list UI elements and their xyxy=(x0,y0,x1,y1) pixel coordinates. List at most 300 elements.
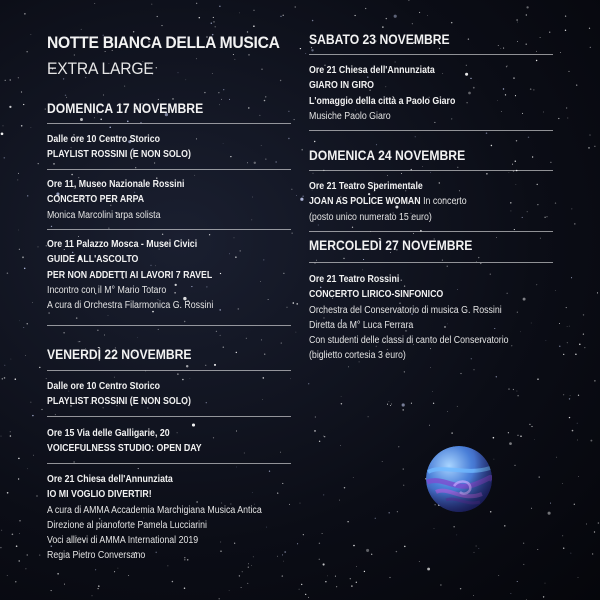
star xyxy=(36,495,37,496)
star xyxy=(533,89,534,90)
star xyxy=(260,281,261,282)
star xyxy=(151,4,152,5)
star xyxy=(412,23,413,24)
star xyxy=(523,564,524,565)
star xyxy=(252,197,253,198)
star xyxy=(97,588,98,589)
star xyxy=(516,391,517,392)
star xyxy=(220,335,221,336)
star xyxy=(7,492,9,494)
star xyxy=(238,308,240,310)
star xyxy=(4,157,6,159)
star xyxy=(544,217,545,218)
star xyxy=(451,432,452,433)
star xyxy=(387,404,388,405)
star xyxy=(363,259,364,260)
star xyxy=(283,273,284,274)
star xyxy=(216,331,217,332)
star xyxy=(18,230,19,231)
star xyxy=(314,430,316,432)
star xyxy=(196,3,197,4)
star xyxy=(289,504,290,505)
star xyxy=(569,417,570,418)
star xyxy=(402,403,405,406)
star xyxy=(339,500,340,501)
star xyxy=(510,202,511,203)
event-block xyxy=(47,426,202,457)
star xyxy=(386,18,387,19)
star xyxy=(15,581,16,582)
star xyxy=(470,78,471,79)
star xyxy=(311,49,313,51)
star xyxy=(236,467,237,468)
star xyxy=(312,173,313,174)
star xyxy=(248,107,249,108)
star xyxy=(7,575,8,576)
star xyxy=(575,353,577,355)
divider xyxy=(309,54,553,55)
star xyxy=(594,380,595,381)
star xyxy=(539,476,540,477)
star xyxy=(540,37,541,38)
star xyxy=(569,326,570,327)
star xyxy=(491,145,492,146)
star xyxy=(242,571,243,572)
star xyxy=(162,25,163,26)
star xyxy=(282,15,283,16)
star xyxy=(465,73,468,76)
star xyxy=(295,6,296,7)
star xyxy=(534,439,535,440)
star xyxy=(296,195,297,196)
star xyxy=(184,321,185,322)
star xyxy=(517,581,518,582)
star xyxy=(343,258,344,259)
star xyxy=(568,71,569,72)
star xyxy=(283,561,284,562)
star xyxy=(440,584,441,585)
star xyxy=(590,135,591,136)
star xyxy=(447,266,448,267)
star xyxy=(427,568,430,571)
star xyxy=(288,138,289,139)
star xyxy=(223,346,224,347)
star xyxy=(493,437,495,439)
star xyxy=(241,587,242,588)
star xyxy=(480,263,481,264)
star xyxy=(408,0,409,1)
event-title: CONCERTO PER ARPA xyxy=(47,194,145,206)
event-detail: In concerto xyxy=(420,196,467,208)
event-title: PER NON ADDETTI AI LAVORI 7 RAVEL xyxy=(47,269,213,281)
star xyxy=(37,246,38,247)
star xyxy=(22,256,24,258)
event-block xyxy=(47,472,262,564)
event-detail: (biglietto cortesia 3 euro) xyxy=(309,350,406,362)
star xyxy=(523,543,524,544)
event-time: Ore 21 Teatro Rossini xyxy=(309,274,400,285)
star xyxy=(362,270,363,271)
star xyxy=(247,583,248,584)
star xyxy=(523,298,526,301)
star xyxy=(303,534,304,535)
star xyxy=(55,414,56,415)
star xyxy=(98,585,100,587)
star xyxy=(282,483,283,484)
star xyxy=(356,582,357,583)
star xyxy=(235,256,237,258)
star xyxy=(71,174,73,176)
star xyxy=(211,23,212,24)
star xyxy=(579,344,581,346)
star xyxy=(234,237,235,238)
star xyxy=(515,160,516,161)
star xyxy=(266,527,267,528)
star xyxy=(403,469,404,470)
star xyxy=(254,10,255,11)
star xyxy=(353,545,355,547)
event-title: GUIDE ALL'ASCOLTO xyxy=(47,254,139,266)
star xyxy=(505,94,506,95)
star xyxy=(574,223,576,225)
star xyxy=(213,21,214,22)
star xyxy=(280,452,281,453)
star xyxy=(235,59,236,60)
star xyxy=(157,16,158,17)
star xyxy=(404,371,405,372)
star xyxy=(16,545,18,547)
star xyxy=(512,164,513,165)
star xyxy=(12,534,14,536)
star xyxy=(319,543,320,544)
star xyxy=(500,48,501,49)
star xyxy=(511,593,512,594)
star xyxy=(520,436,521,437)
star xyxy=(264,100,266,102)
star xyxy=(248,567,249,568)
star xyxy=(236,352,237,353)
star xyxy=(32,415,33,416)
event-detail: Regia Pietro Conversano xyxy=(47,550,146,562)
star xyxy=(301,584,302,585)
star xyxy=(239,250,241,252)
star xyxy=(220,273,221,274)
star xyxy=(394,15,397,18)
star xyxy=(296,303,298,305)
star xyxy=(284,551,286,553)
event-time: Ore 21 Teatro Sperimentale xyxy=(309,181,423,192)
event-detail: Con studenti delle classi di canto del Conservatorio xyxy=(309,335,509,347)
star xyxy=(335,576,336,577)
star xyxy=(563,547,564,548)
star xyxy=(277,492,278,493)
star xyxy=(496,376,497,377)
event-block xyxy=(47,379,191,410)
star xyxy=(305,594,306,595)
star xyxy=(65,95,66,96)
star xyxy=(537,184,538,185)
star xyxy=(434,528,435,529)
star xyxy=(466,102,467,103)
star xyxy=(530,88,532,90)
star xyxy=(223,143,224,144)
event-detail: Voci allievi di AMMA International 2019 xyxy=(47,535,199,547)
event-detail: A cura di AMMA Accademia Marchigiana Musica Antica xyxy=(47,504,262,516)
star xyxy=(305,53,306,54)
day-heading-wednesday-27: MERCOLEDÌ 27 NOVEMBRE xyxy=(309,238,473,253)
star xyxy=(248,54,249,55)
star xyxy=(390,405,391,406)
star xyxy=(39,367,40,368)
star xyxy=(186,365,188,367)
star xyxy=(594,146,595,147)
star xyxy=(21,125,23,127)
event-block xyxy=(309,272,509,364)
star xyxy=(454,526,455,527)
star xyxy=(33,455,34,456)
star xyxy=(76,317,77,318)
planet-illustration xyxy=(426,446,492,512)
day-heading-sunday-17: DOMENICA 17 NOVEMBRE xyxy=(47,101,204,116)
event-title: VOICEFULNESS STUDIO: OPEN DAY xyxy=(47,443,202,455)
star xyxy=(214,364,216,366)
star xyxy=(156,67,157,68)
star xyxy=(468,38,469,39)
star xyxy=(286,307,287,308)
star xyxy=(365,8,366,9)
star xyxy=(442,260,443,261)
star xyxy=(124,86,125,87)
star xyxy=(199,17,200,18)
star xyxy=(517,22,518,23)
star xyxy=(229,253,230,254)
star xyxy=(336,586,337,587)
star xyxy=(536,60,537,61)
star xyxy=(4,365,5,366)
star xyxy=(223,89,224,90)
star xyxy=(371,554,372,555)
star xyxy=(303,196,304,197)
star xyxy=(281,342,282,343)
star xyxy=(540,238,541,239)
star xyxy=(536,284,537,285)
star xyxy=(403,485,404,486)
star xyxy=(41,409,42,410)
star xyxy=(598,522,600,524)
star xyxy=(508,389,509,390)
page-subtitle: EXTRA LARGE xyxy=(47,59,154,78)
star xyxy=(566,107,567,108)
star xyxy=(10,431,11,432)
star xyxy=(290,378,291,379)
star xyxy=(277,556,278,557)
star xyxy=(348,367,349,368)
divider xyxy=(309,231,553,232)
star xyxy=(23,104,24,105)
star xyxy=(213,437,214,438)
star xyxy=(433,403,434,404)
star xyxy=(109,127,110,128)
star xyxy=(233,54,234,55)
star xyxy=(496,237,497,238)
star xyxy=(18,478,19,479)
star xyxy=(31,402,32,403)
star xyxy=(404,546,406,548)
star xyxy=(493,459,494,460)
event-time: Ore 15 Via delle Galligarie, 20 xyxy=(47,428,170,439)
star xyxy=(15,378,17,380)
divider xyxy=(309,262,553,263)
star xyxy=(398,446,399,447)
divider xyxy=(47,325,291,326)
divider xyxy=(47,229,291,230)
star xyxy=(559,323,560,324)
star xyxy=(323,436,324,437)
star xyxy=(473,87,475,89)
star xyxy=(382,26,383,27)
divider xyxy=(47,169,291,170)
star xyxy=(19,320,20,321)
star xyxy=(388,512,390,514)
star xyxy=(514,465,515,466)
event-time: Ore 11, Museo Nazionale Rossini xyxy=(47,179,185,190)
star xyxy=(282,575,283,576)
star xyxy=(473,369,474,370)
star xyxy=(474,552,475,553)
star xyxy=(550,162,551,163)
event-detail: Orchestra del Conservatorio di musica G. Rossini xyxy=(309,304,502,316)
star xyxy=(246,338,247,339)
star xyxy=(419,12,420,13)
star xyxy=(401,173,402,174)
star xyxy=(526,44,527,45)
star xyxy=(592,553,593,554)
star xyxy=(517,312,518,313)
star xyxy=(586,524,587,525)
star xyxy=(265,159,266,160)
star xyxy=(340,445,341,446)
star xyxy=(562,483,563,484)
star xyxy=(347,521,348,522)
star xyxy=(10,435,12,437)
star xyxy=(473,595,474,596)
star xyxy=(319,559,320,560)
star xyxy=(323,494,324,495)
star xyxy=(2,378,3,379)
star xyxy=(314,141,315,142)
star xyxy=(10,79,11,80)
star xyxy=(439,48,440,49)
star xyxy=(498,575,499,576)
star xyxy=(594,531,595,532)
star xyxy=(382,461,383,462)
star xyxy=(172,581,174,583)
star xyxy=(509,442,512,445)
star xyxy=(172,98,174,100)
event-detail: Diretta da M° Luca Ferrara xyxy=(309,319,414,331)
star xyxy=(1,436,2,437)
event-block xyxy=(47,237,213,313)
star xyxy=(578,577,579,578)
star xyxy=(236,430,237,431)
star xyxy=(261,145,262,146)
star xyxy=(18,458,20,460)
star xyxy=(3,126,4,127)
star xyxy=(219,104,220,105)
star xyxy=(503,48,504,49)
star xyxy=(221,99,222,100)
star xyxy=(319,441,320,442)
star xyxy=(57,573,59,575)
star xyxy=(574,504,575,505)
event-time: Ore 21 Chiesa dell'Annunziata xyxy=(47,474,173,485)
star xyxy=(316,260,317,261)
star xyxy=(567,342,568,343)
star xyxy=(25,568,26,569)
event-time: Dalle ore 10 Centro Storico xyxy=(47,381,160,392)
star xyxy=(229,99,230,100)
star xyxy=(486,173,488,175)
star xyxy=(265,96,266,97)
star xyxy=(402,409,404,411)
star xyxy=(27,51,28,52)
star xyxy=(4,377,6,379)
star xyxy=(411,403,412,404)
star xyxy=(490,511,492,513)
star xyxy=(94,117,95,118)
star xyxy=(251,565,252,566)
star xyxy=(27,323,28,324)
star xyxy=(516,19,518,21)
star xyxy=(556,457,557,458)
divider xyxy=(309,130,553,131)
star xyxy=(78,341,79,342)
star xyxy=(520,331,521,332)
event-title: CONCERTO LIRICO-SINFONICO xyxy=(309,289,444,301)
event-title: PLAYLIST ROSSINI (E NON SOLO) xyxy=(47,396,191,408)
star xyxy=(94,3,95,4)
star xyxy=(127,121,129,123)
star xyxy=(566,307,567,308)
star xyxy=(100,119,102,121)
star xyxy=(429,425,430,426)
star xyxy=(344,487,345,488)
star xyxy=(350,578,351,579)
event-title-line xyxy=(309,194,467,209)
star xyxy=(53,163,54,164)
star xyxy=(476,546,477,547)
event-time: Dalle ore 10 Centro Storico xyxy=(47,134,160,145)
event-block xyxy=(47,132,191,163)
star xyxy=(514,229,515,230)
star xyxy=(205,365,206,366)
star xyxy=(311,47,312,48)
star xyxy=(545,583,546,584)
star xyxy=(387,175,388,176)
star xyxy=(590,47,591,48)
star xyxy=(300,48,301,49)
star xyxy=(312,20,314,22)
star xyxy=(296,332,297,333)
event-block xyxy=(47,177,184,223)
event-detail: (posto unico numerato 15 euro) xyxy=(309,211,432,223)
star xyxy=(532,156,533,157)
star xyxy=(583,333,584,334)
star xyxy=(531,323,532,324)
star xyxy=(177,373,178,374)
star xyxy=(17,179,18,180)
star xyxy=(297,543,298,544)
